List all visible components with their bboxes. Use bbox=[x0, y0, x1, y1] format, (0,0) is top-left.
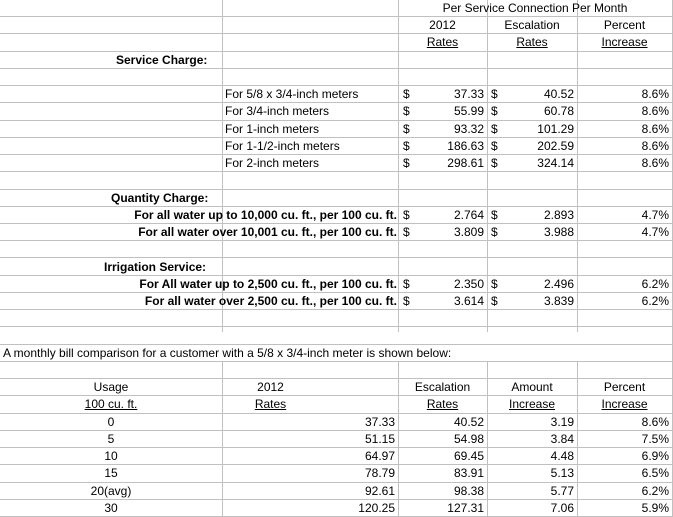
rate-2012: 186.63 bbox=[447, 138, 484, 153]
usage-header: Usage bbox=[93, 380, 129, 395]
rate-percent: 8.6% bbox=[641, 87, 669, 102]
currency-symbol: $ bbox=[491, 121, 498, 136]
rate-2012: 93.32 bbox=[453, 121, 484, 136]
amount-value: 3.84 bbox=[550, 431, 574, 446]
rate-escalation: 2.893 bbox=[543, 207, 574, 222]
blank-row bbox=[0, 69, 673, 86]
rate-row bbox=[0, 276, 673, 293]
rate2012-header: 2012 bbox=[257, 380, 284, 395]
percent-value: 5.9% bbox=[641, 500, 669, 515]
irrigation-service-heading: Irrigation Service: bbox=[104, 259, 207, 274]
rate-row bbox=[0, 293, 673, 310]
header-escalation-sub: Rates bbox=[516, 35, 548, 50]
currency-symbol: $ bbox=[491, 293, 498, 308]
header-group-title: Per Service Connection Per Month bbox=[442, 1, 628, 15]
currency-symbol: $ bbox=[403, 225, 410, 240]
rate-row bbox=[0, 155, 673, 172]
rate-2012: 298.61 bbox=[447, 156, 484, 171]
currency-symbol: $ bbox=[403, 104, 410, 119]
rate-escalation: 60.78 bbox=[543, 104, 574, 119]
currency-symbol: $ bbox=[403, 293, 410, 308]
amount-value: 7.06 bbox=[550, 500, 574, 515]
usage-value: 10 bbox=[104, 449, 118, 464]
rate-label: For 1-1/2-inch meters bbox=[225, 138, 340, 153]
rate-percent: 6.2% bbox=[641, 293, 669, 308]
currency-symbol: $ bbox=[491, 156, 498, 171]
rate2012-value: 92.61 bbox=[364, 483, 395, 498]
rate-percent: 8.6% bbox=[641, 121, 669, 136]
comparison-header-row bbox=[0, 396, 673, 413]
section-heading-row bbox=[0, 190, 673, 207]
rate-2012: 3.809 bbox=[453, 225, 484, 240]
percent-value: 6.5% bbox=[641, 466, 669, 481]
comparison-row bbox=[0, 500, 673, 517]
rate-label: For 2-inch meters bbox=[225, 156, 320, 171]
usage-subheader: 100 cu. ft. bbox=[84, 397, 138, 412]
currency-symbol: $ bbox=[403, 121, 410, 136]
usage-value: 20(avg) bbox=[90, 483, 132, 498]
currency-symbol: $ bbox=[491, 207, 498, 222]
blank-row bbox=[0, 362, 673, 379]
comparison-header-row bbox=[0, 379, 673, 396]
escalation-value: 83.91 bbox=[453, 466, 484, 481]
currency-symbol: $ bbox=[491, 276, 498, 291]
rate-row bbox=[0, 224, 673, 241]
escalation-value: 40.52 bbox=[453, 414, 484, 429]
rate-percent: 4.7% bbox=[641, 225, 669, 240]
currency-symbol: $ bbox=[491, 138, 498, 153]
currency-symbol: $ bbox=[491, 104, 498, 119]
rate-2012: 37.33 bbox=[453, 87, 484, 102]
usage-value: 5 bbox=[107, 431, 115, 446]
currency-symbol: $ bbox=[491, 87, 498, 102]
rate-2012: 2.764 bbox=[453, 207, 484, 222]
comparison-note: A monthly bill comparison for a customer with a 5/8 x 3/4-inch meter is shown below: bbox=[3, 345, 452, 360]
rate-label: For All water up to 2,500 cu. ft., per 100 cu. ft. bbox=[139, 276, 397, 291]
percent-value: 7.5% bbox=[641, 431, 669, 446]
rate-row bbox=[0, 207, 673, 224]
rate-escalation: 2.496 bbox=[543, 276, 574, 291]
comparison-row bbox=[0, 448, 673, 465]
rate-escalation: 324.14 bbox=[537, 156, 574, 171]
currency-symbol: $ bbox=[403, 156, 410, 171]
percent-value: 8.6% bbox=[641, 414, 669, 429]
rate-row bbox=[0, 86, 673, 103]
comparison-row bbox=[0, 483, 673, 500]
header-escalation: Escalation bbox=[504, 18, 560, 33]
rate2012-value: 64.97 bbox=[364, 449, 395, 464]
usage-value: 15 bbox=[104, 466, 118, 481]
rate-2012: 2.350 bbox=[453, 276, 484, 291]
comparison-row bbox=[0, 431, 673, 448]
rate-percent: 6.2% bbox=[641, 276, 669, 291]
rate-escalation: 3.988 bbox=[543, 225, 574, 240]
rate-row bbox=[0, 121, 673, 138]
amount-header: Amount bbox=[511, 380, 553, 395]
header-2012-sub: Rates bbox=[426, 35, 459, 50]
rate2012-value: 78.79 bbox=[364, 466, 395, 481]
rate-row bbox=[0, 103, 673, 120]
usage-value: 0 bbox=[107, 414, 115, 429]
rate-label: For all water up to 10,000 cu. ft., per 100 cu. ft. bbox=[134, 207, 397, 222]
rate2012-value: 51.15 bbox=[364, 431, 395, 446]
escalation-value: 69.45 bbox=[453, 449, 484, 464]
currency-symbol: $ bbox=[403, 207, 410, 222]
section-heading-row bbox=[0, 52, 673, 69]
percent-header: Percent bbox=[603, 380, 646, 395]
header-row-2 bbox=[0, 17, 673, 34]
rate-percent: 8.6% bbox=[641, 156, 669, 171]
escalation-value: 98.38 bbox=[453, 483, 484, 498]
rate-label: For 5/8 x 3/4-inch meters bbox=[225, 87, 359, 102]
comparison-row bbox=[0, 414, 673, 431]
escalation-header: Escalation bbox=[414, 380, 471, 395]
rate-label: For all water over 2,500 cu. ft., per 100 cu. ft. bbox=[144, 293, 397, 308]
rate-label: For all water over 10,001 cu. ft., per 100 cu. ft. bbox=[138, 225, 397, 240]
percent-subheader: Increase bbox=[601, 397, 648, 412]
blank-row bbox=[0, 310, 673, 327]
rate2012-subheader: Rates bbox=[254, 397, 287, 412]
amount-subheader: Increase bbox=[508, 397, 556, 412]
rate-label: For 1-inch meters bbox=[225, 121, 320, 136]
amount-value: 5.77 bbox=[550, 483, 574, 498]
escalation-value: 54.98 bbox=[453, 431, 484, 446]
blank-row bbox=[0, 327, 673, 344]
rate-row bbox=[0, 138, 673, 155]
service-charge-heading: Service Charge: bbox=[116, 52, 208, 67]
quantity-charge-heading: Quantity Charge: bbox=[111, 190, 209, 205]
blank-row bbox=[0, 172, 673, 189]
blank-row bbox=[0, 241, 673, 258]
rate2012-value: 37.33 bbox=[364, 414, 395, 429]
rate-escalation: 101.29 bbox=[537, 121, 574, 136]
header-2012: 2012 bbox=[429, 18, 456, 33]
escalation-subheader: Rates bbox=[426, 397, 459, 412]
currency-symbol: $ bbox=[403, 276, 410, 291]
rate-escalation: 3.839 bbox=[543, 293, 574, 308]
currency-symbol: $ bbox=[403, 87, 410, 102]
section-heading-row bbox=[0, 259, 673, 276]
rate-escalation: 202.59 bbox=[537, 138, 574, 153]
amount-value: 5.13 bbox=[550, 466, 574, 481]
usage-value: 30 bbox=[104, 500, 118, 515]
escalation-value: 127.31 bbox=[447, 500, 484, 515]
rate-2012: 55.99 bbox=[453, 104, 484, 119]
rate-percent: 8.6% bbox=[641, 138, 669, 153]
amount-value: 3.19 bbox=[550, 414, 574, 429]
header-row-3 bbox=[0, 34, 673, 51]
header-row-1 bbox=[0, 0, 673, 17]
percent-value: 6.9% bbox=[641, 449, 669, 464]
rate-percent: 8.6% bbox=[641, 104, 669, 119]
amount-value: 4.48 bbox=[550, 449, 574, 464]
header-percent-sub: Increase bbox=[601, 35, 648, 50]
currency-symbol: $ bbox=[403, 138, 410, 153]
header-percent: Percent bbox=[603, 18, 646, 33]
rate-escalation: 40.52 bbox=[543, 87, 574, 102]
currency-symbol: $ bbox=[491, 225, 498, 240]
rate-percent: 4.7% bbox=[641, 207, 669, 222]
percent-value: 6.2% bbox=[641, 483, 669, 498]
rate2012-value: 120.25 bbox=[358, 500, 395, 515]
rate-2012: 3.614 bbox=[453, 293, 484, 308]
rate-label: For 3/4-inch meters bbox=[225, 104, 330, 119]
comparison-row bbox=[0, 465, 673, 482]
note-row bbox=[0, 345, 673, 362]
